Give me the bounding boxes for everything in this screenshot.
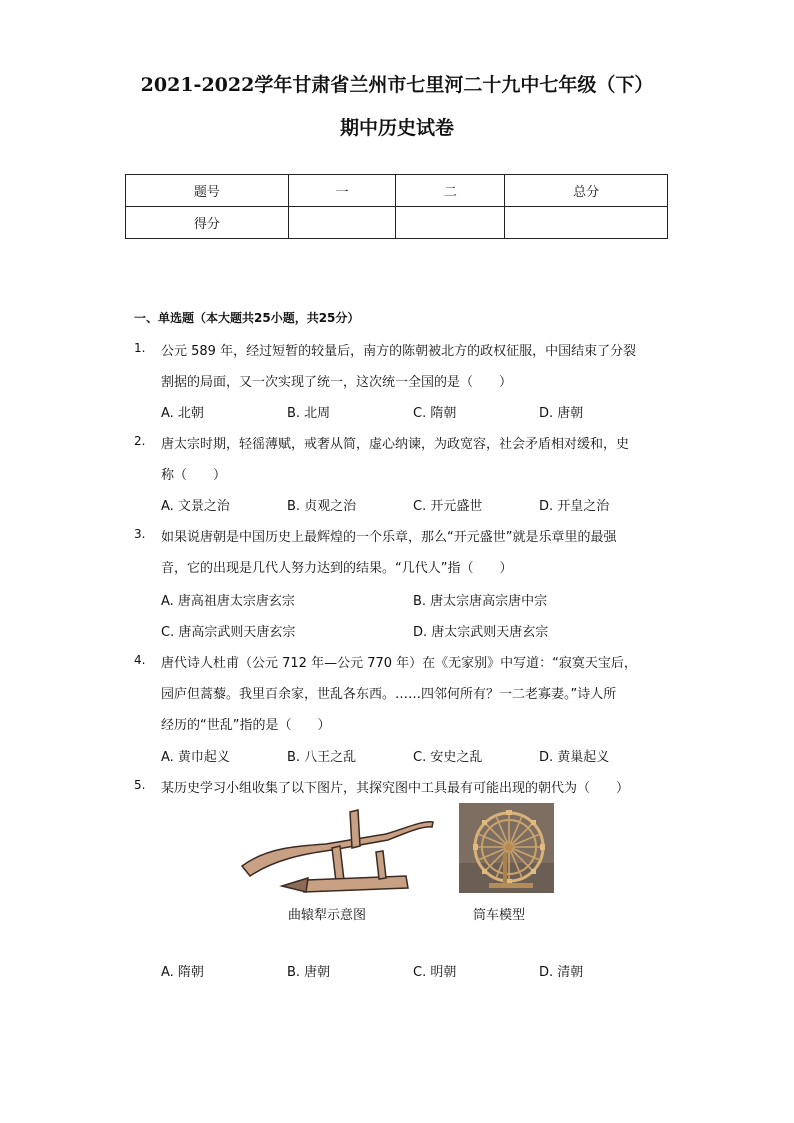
- question-text-line: 园庐但蒿藜。我里百余家，世乱各东西。……四邻何所有？一二老寡妻。”诗人所: [161, 687, 617, 702]
- option-a[interactable]: A. 文景之治: [161, 499, 230, 514]
- option-c[interactable]: C. 明朝: [413, 965, 457, 980]
- plow-handle: [350, 810, 360, 848]
- score-table-score-row: [126, 207, 668, 239]
- score-cell: 一: [288, 175, 396, 207]
- question-text-line: 如果说唐朝是中国历史上最辉煌的一个乐章，那么“开元盛世”就是乐章里的最强: [161, 530, 617, 545]
- water-wheel-drawing: [459, 803, 554, 893]
- option-c[interactable]: C. 开元盛世: [413, 499, 483, 514]
- option-b[interactable]: B. 北周: [287, 406, 331, 421]
- option-a[interactable]: A. 黄巾起义: [161, 750, 230, 765]
- question-text-line: 音，它的出现是几代人努力达到的结果。“几代人”指（ ）: [161, 561, 513, 576]
- plow-share: [282, 878, 308, 892]
- option-d[interactable]: D. 唐太宗武则天唐玄宗: [413, 625, 549, 640]
- option-d[interactable]: D. 黄巢起义: [539, 750, 610, 765]
- score-cell[interactable]: [288, 207, 396, 239]
- page-title: 2021-2022学年甘肃省兰州市七里河二十九中七年级（下）: [140, 74, 654, 96]
- option-c[interactable]: C. 安史之乱: [413, 750, 483, 765]
- question-number: 5.: [134, 778, 146, 792]
- question-text-line: 割据的局面，又一次实现了统一，这次统一全国的是（ ）: [161, 375, 513, 390]
- score-table: [125, 174, 668, 239]
- score-cell[interactable]: [396, 207, 505, 239]
- score-cell: 题号: [126, 175, 289, 207]
- question-number: 1.: [134, 341, 146, 355]
- question-number: 4.: [134, 653, 146, 667]
- question-text-line: 公元 589 年，经过短暂的较量后，南方的陈朝被北方的政权征服，中国结束了分裂: [161, 344, 637, 359]
- section-heading: 一、单选题（本大题共25小题，共25分）: [134, 311, 360, 325]
- plow-illustration: [236, 806, 436, 898]
- question-number: 3.: [134, 527, 146, 541]
- option-b[interactable]: B. 八王之乱: [287, 750, 357, 765]
- option-b[interactable]: B. 唐朝: [287, 965, 331, 980]
- question-number: 2.: [134, 434, 146, 448]
- option-d[interactable]: D. 清朝: [539, 965, 584, 980]
- question-text-line: 经历的“世乱”指的是（ ）: [161, 718, 331, 733]
- water-wheel-caption: 筒车模型: [473, 908, 526, 923]
- option-c[interactable]: C. 唐高宗武则天唐玄宗: [161, 625, 296, 640]
- option-b[interactable]: B. 唐太宗唐高宗唐中宗: [413, 594, 548, 609]
- score-cell: 总分: [505, 175, 668, 207]
- plow-sole: [304, 876, 408, 892]
- option-d[interactable]: D. 唐朝: [539, 406, 584, 421]
- score-cell: 得分: [126, 207, 289, 239]
- score-cell[interactable]: [505, 207, 668, 239]
- water-wheel-photo: [459, 803, 554, 893]
- question-text-line: 称（ ）: [161, 468, 227, 483]
- question-text-line: 唐代诗人杜甫（公元 712 年—公元 770 年）在《无家别》中写道：“寂寞天宝后，: [161, 656, 637, 671]
- wheel-hub: [505, 843, 513, 851]
- option-a[interactable]: A. 隋朝: [161, 965, 204, 980]
- page-subtitle: 期中历史试卷: [339, 117, 454, 139]
- question-text-line: 唐太宗时期，轻徭薄赋，戒奢从简，虚心纳谏，为政宽容，社会矛盾相对缓和，史: [161, 437, 630, 452]
- option-b[interactable]: B. 贞观之治: [287, 499, 357, 514]
- plow-caption: 曲辕犁示意图: [288, 908, 367, 923]
- option-d[interactable]: D. 开皇之治: [539, 499, 610, 514]
- plow-stem: [332, 846, 344, 882]
- wheel-support-post: [503, 853, 507, 887]
- question-text-line: 某历史学习小组收集了以下图片，其探究图中工具最有可能出现的朝代为（ ）: [161, 781, 630, 796]
- score-cell: 二: [396, 175, 505, 207]
- option-a[interactable]: A. 唐高祖唐太宗唐玄宗: [161, 594, 295, 609]
- score-table-header-row: [126, 175, 668, 207]
- plow-rear-post: [376, 851, 386, 879]
- option-a[interactable]: A. 北朝: [161, 406, 204, 421]
- wheel-base: [489, 883, 533, 888]
- plow-drawing: [236, 806, 436, 898]
- option-c[interactable]: C. 隋朝: [413, 406, 457, 421]
